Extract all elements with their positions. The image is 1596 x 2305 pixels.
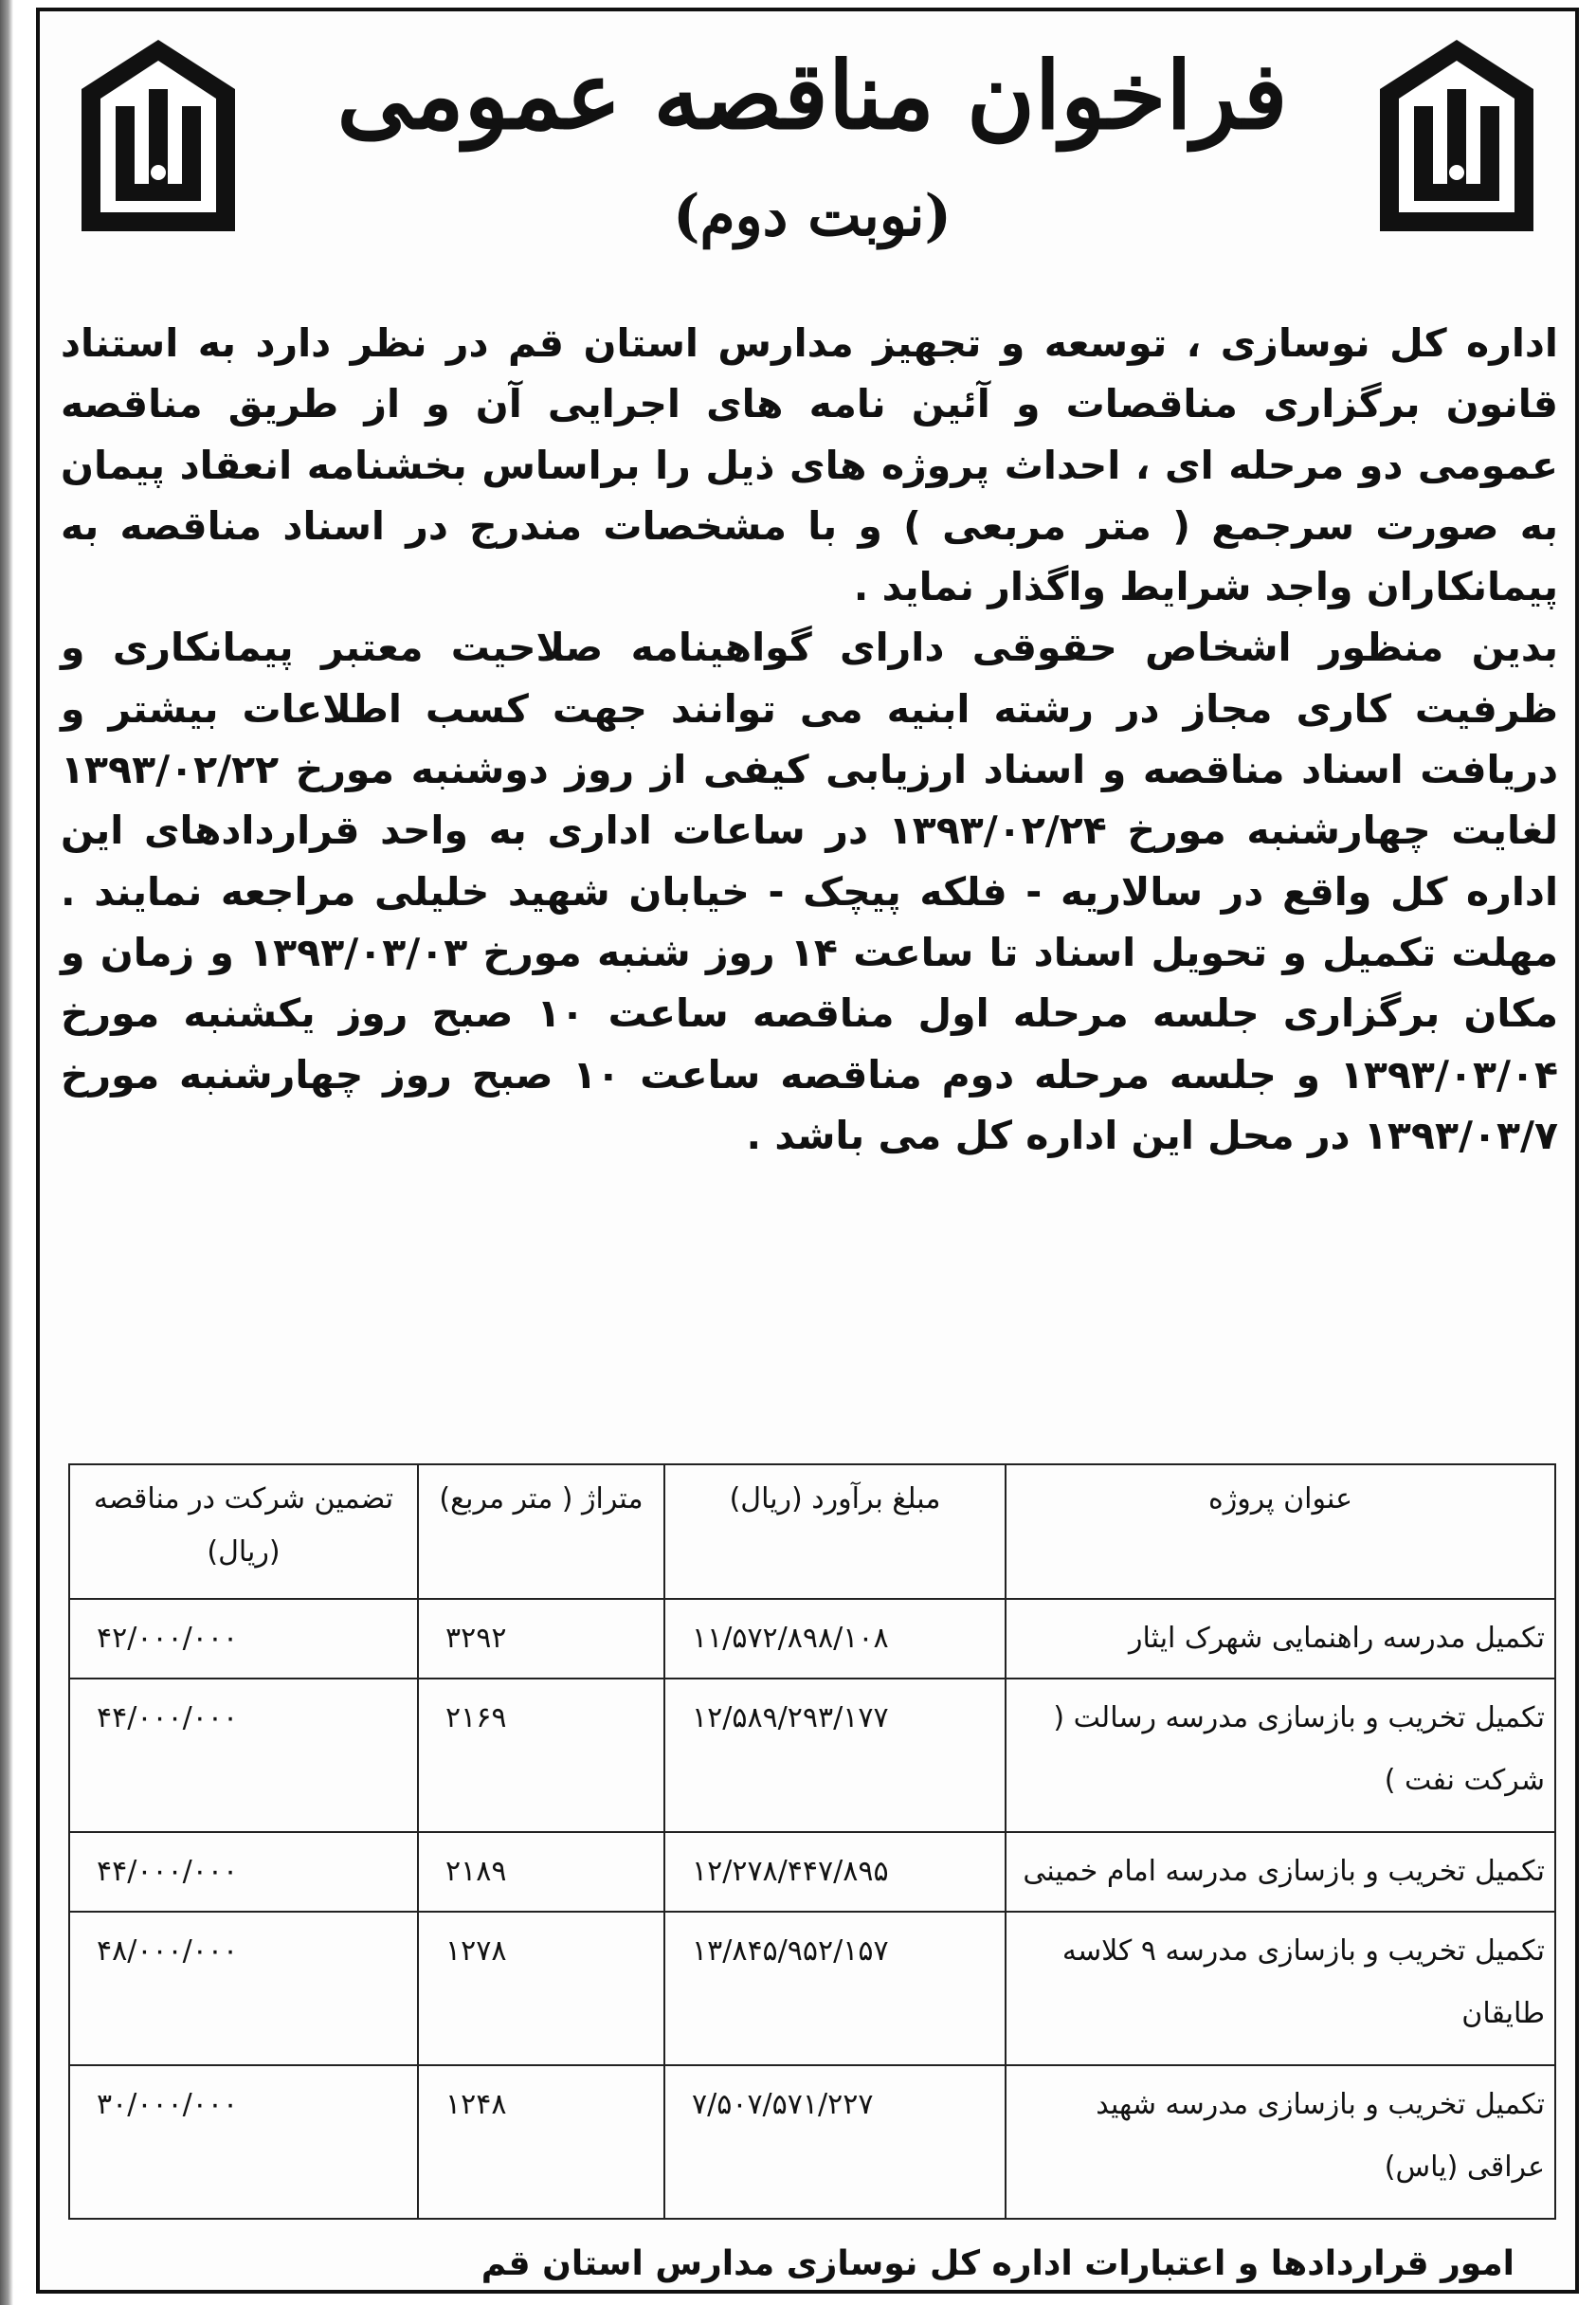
header-project-title: عنوان پروژه: [1006, 1464, 1555, 1599]
header-guarantee: تضمین شرکت در مناقصه (ریال): [69, 1464, 418, 1599]
header-estimate: مبلغ برآورد (ریال): [664, 1464, 1006, 1599]
notice-subtitle: (نوبت دوم): [673, 183, 952, 249]
notice-paragraph: بدین منظور اشخاص حقوقی دارای گواهینامه صلاحیت معتبر پیمانکاری و ظرفیت کاری مجاز در رشته ابنیه می توانند جهت کسب اطلاعات بیشتر و دریافت اسناد مناقصه و اسناد ارزیابی کیفی از روز دوشنبه مورخ ۱۳۹۳/۰۲/۲۲ لغایت چهارشنبه مورخ ۱۳۹۳/۰۲/۲۴ در ساعات اداری به واحد قراردادهای این اداره کل واقع در سالاریه - فلکه پیچک - خیابان شهید خلیلی مراجعه نمایند . مهلت تکمیل و تحویل اسناد تا ساعت ۱۴ روز شنبه مورخ ۱۳۹۳/۰۳/۰۳ و زمان و مکان برگزاری جلسه مرحله اول مناقصه ساعت ۱۰ صبح روز یکشنبه مورخ ۱۳۹۳/۰۳/۰۴ و جلسه مرحله دوم مناقصه ساعت ۱۰ صبح روز چهارشنبه مورخ ۱۳۹۳/۰۳/۷ در محل این اداره کل می باشد .: [61, 625, 1559, 1158]
project-title-cell: تکمیل تخریب و بازسازی مدرسه رسالت ( شرکت نفت ): [1006, 1679, 1555, 1832]
project-title-cell: تکمیل تخریب و بازسازی مدرسه امام خمینی: [1006, 1832, 1555, 1912]
guarantee-cell: ۴۸/۰۰۰/۰۰۰: [69, 1912, 418, 2065]
estimate-cell: ۷/۵۰۷/۵۷۱/۲۲۷: [664, 2065, 1006, 2219]
table-row: [69, 1912, 1555, 2065]
organization-logo-icon: [1372, 32, 1541, 241]
project-title-cell: تکمیل مدرسه راهنمایی شهرک ایثار: [1006, 1599, 1555, 1679]
projects-table: [68, 1463, 1556, 2220]
header-area: متراژ ( متر مربع): [418, 1464, 664, 1599]
area-cell: ۱۲۷۸: [418, 1912, 664, 2065]
guarantee-cell: ۳۰/۰۰۰/۰۰۰: [69, 2065, 418, 2219]
guarantee-cell: ۴۴/۰۰۰/۰۰۰: [69, 1832, 418, 1912]
table-row: [69, 1679, 1555, 1832]
area-cell: ۱۲۴۸: [418, 2065, 664, 2219]
table-row: [69, 2065, 1555, 2219]
notice-footer: امور قراردادها و اعتبارات اداره کل نوسازی مدارس استان قم: [481, 2244, 1514, 2283]
table-header-row: [69, 1464, 1555, 1599]
area-cell: ۲۱۶۹: [418, 1679, 664, 1832]
project-title-cell: تکمیل تخریب و بازسازی مدرسه ۹ کلاسه طایقان: [1006, 1912, 1555, 2065]
estimate-cell: ۱۳/۸۴۵/۹۵۲/۱۵۷: [664, 1912, 1006, 2065]
project-title-cell: تکمیل تخریب و بازسازی مدرسه شهید عراقی (یاس): [1006, 2065, 1555, 2219]
area-cell: ۲۱۸۹: [418, 1832, 664, 1912]
guarantee-cell: ۴۲/۰۰۰/۰۰۰: [69, 1599, 418, 1679]
table-row: [69, 1599, 1555, 1679]
scan-edge: [0, 0, 13, 2305]
organization-logo-icon: [74, 32, 243, 241]
estimate-cell: ۱۱/۵۷۲/۸۹۸/۱۰۸: [664, 1599, 1006, 1679]
notice-body: [61, 313, 1558, 1166]
notice-frame: [36, 8, 1579, 2294]
notice-paragraph: اداره کل نوسازی ، توسعه و تجهیز مدارس استان قم در نظر دارد به استناد قانون برگزاری مناقصات و آئین نامه های اجرایی آن و از طریق مناقصه عمومی دو مرحله ای ، احداث پروژه های ذیل را براساس بخشنامه انعقاد پیمان به صورت سرجمع ( متر مربعی ) و با مشخصات مندرج در اسناد مناقصه به پیمانکاران واجد شرایط واگذار نماید .: [61, 320, 1558, 610]
estimate-cell: ۱۲/۵۸۹/۲۹۳/۱۷۷: [664, 1679, 1006, 1832]
notice-title: فراخوان مناقصه عمومی: [336, 42, 1288, 151]
guarantee-cell: ۴۴/۰۰۰/۰۰۰: [69, 1679, 418, 1832]
area-cell: ۳۲۹۲: [418, 1599, 664, 1679]
estimate-cell: ۱۲/۲۷۸/۴۴۷/۸۹۵: [664, 1832, 1006, 1912]
table-row: [69, 1832, 1555, 1912]
